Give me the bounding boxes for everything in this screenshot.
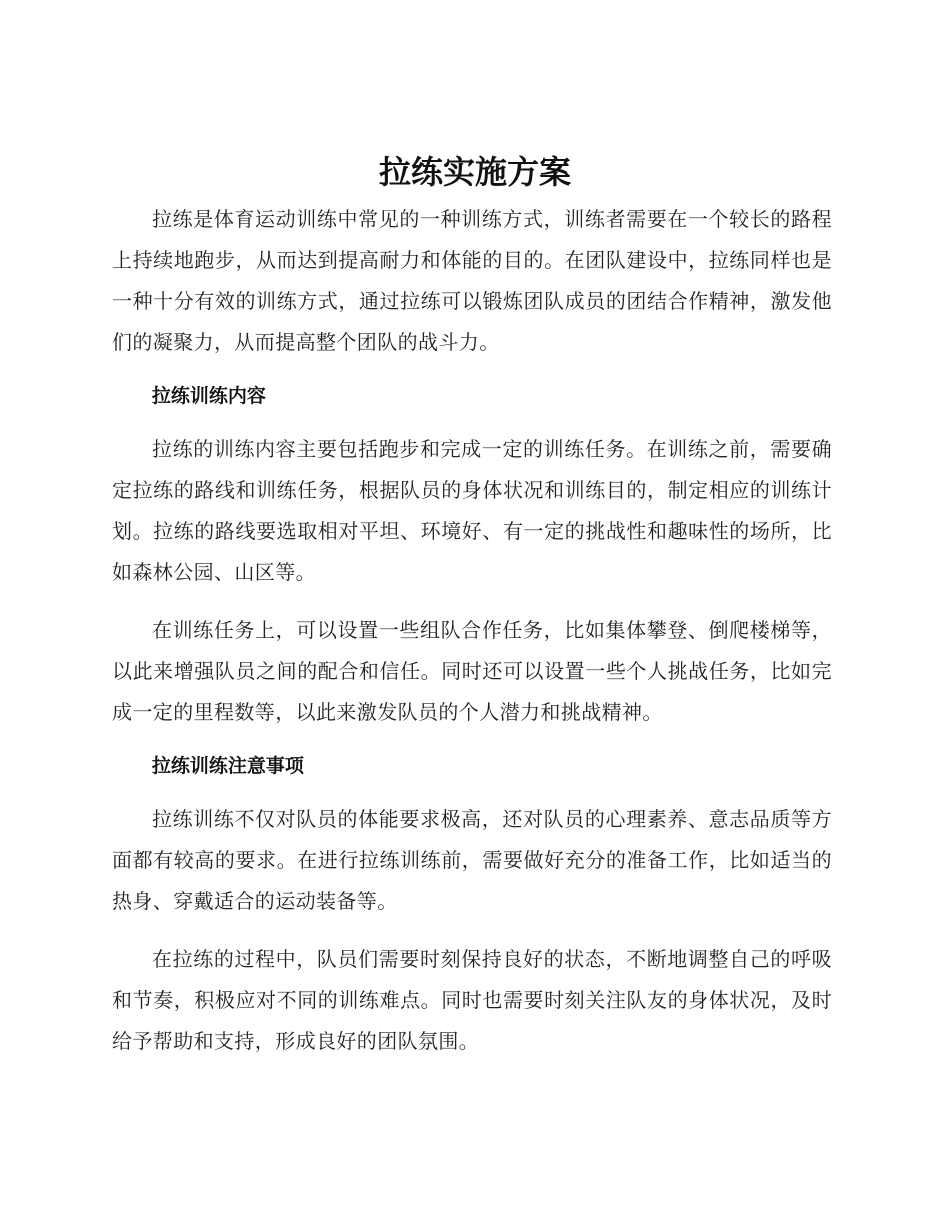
section-2-paragraph-1: 拉练训练不仅对队员的体能要求极高，还对队员的心理素养、意志品质等方面都有较高的要求。在进行拉练训练前，需要做好充分的准备工作，比如适当的热身、穿戴适合的运动装备等。 (112, 807, 832, 913)
section-heading-training-content: 拉练训练内容 (151, 385, 266, 407)
document-body (112, 199, 832, 1062)
intro-paragraph: 拉练是体育运动训练中常见的一种训练方式，训练者需要在一个较长的路程上持续地跑步，从而达到提高耐力和体能的目的。在团队建设中，拉练同样也是一种十分有效的训练方式，通过拉练可以锻炼团队成员的团结合作精神，激发他们的凝聚力，从而提高整个团队的战斗力。 (112, 207, 832, 354)
document-title: 拉练实施方案 (378, 153, 571, 191)
section-heading-precautions: 拉练训练注意事项 (151, 755, 304, 777)
section-1-paragraph-1: 拉练的训练内容主要包括跑步和完成一定的训练任务。在训练之前，需要确定拉练的路线和训练任务，根据队员的身体状况和训练目的，制定相应的训练计划。拉练的路线要选取相对平坦、环境好、有一定的挑战性和趣味性的场所，比如森林公园、山区等。 (112, 437, 832, 584)
section-1-paragraph-2: 在训练任务上，可以设置一些组队合作任务，比如集体攀登、倒爬楼梯等，以此来增强队员之间的配合和信任。同时还可以设置一些个人挑战任务，比如完成一定的里程数等，以此来激发队员的个人潜力和挑战精神。 (112, 618, 832, 724)
section-2-paragraph-2: 在拉练的过程中，队员们需要时刻保持良好的状态，不断地调整自己的呼吸和节奏，积极应对不同的训练难点。同时也需要时刻关注队友的身体状况，及时给予帮助和支持，形成良好的团队氛围。 (112, 947, 832, 1053)
